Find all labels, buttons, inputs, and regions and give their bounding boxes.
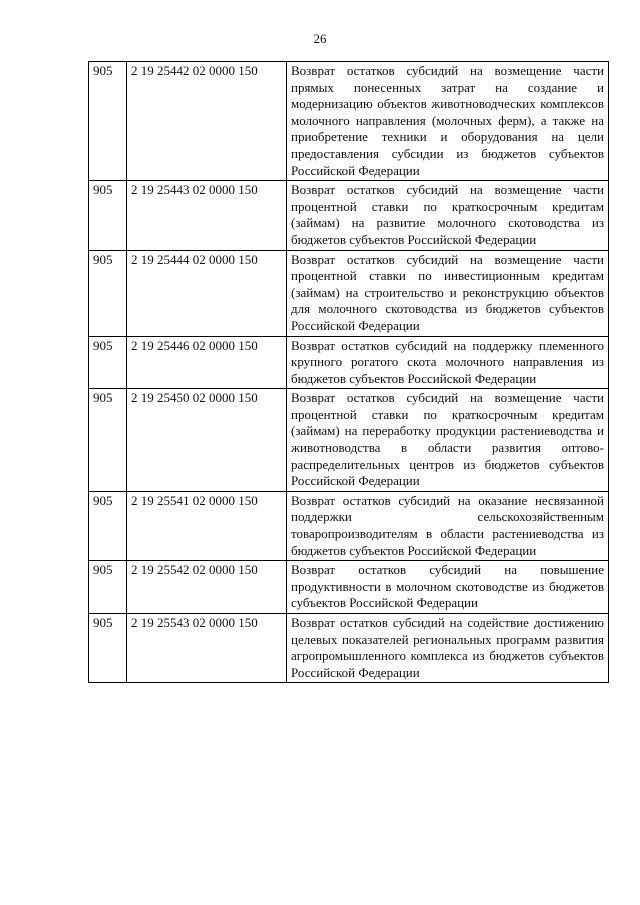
description-cell: Возврат остатков субсидий на возмещение части процентной ставки по краткосрочным кредитам (займам) на развитие молочного скотоводства из бюджетов субъектов Российской Федерации <box>287 181 609 250</box>
description-cell: Возврат остатков субсидий на содействие достижению целевых показателей региональных программ развития агропромышленного комплекса из бюджетов субъектов Российской Федерации <box>287 614 609 683</box>
budget-code-cell: 2 19 25543 02 0000 150 <box>127 614 287 683</box>
admin-code-cell: 905 <box>89 389 127 492</box>
description-cell: Возврат остатков субсидий на возмещение части процентной ставки по инвестиционным кредитам (займам) на строительство и реконструкцию объектов для молочного скотоводства из бюджетов субъектов Российской Федерации <box>287 250 609 336</box>
description-cell: Возврат остатков субсидий на возмещение части прямых понесенных затрат на создание и модернизацию объектов животноводческих комплексов молочного направления (молочных ферм), а также на приобретение техники и оборудования на цели предоставления субсидии из бюджетов субъектов Российской Федерации <box>287 62 609 181</box>
admin-code-cell: 905 <box>89 491 127 560</box>
admin-code-cell: 905 <box>89 181 127 250</box>
budget-code-cell: 2 19 25442 02 0000 150 <box>127 62 287 181</box>
table-row <box>89 250 609 336</box>
table-row <box>89 614 609 683</box>
budget-code-cell: 2 19 25450 02 0000 150 <box>127 389 287 492</box>
budget-code-cell: 2 19 25444 02 0000 150 <box>127 250 287 336</box>
table-row <box>89 181 609 250</box>
admin-code-cell: 905 <box>89 250 127 336</box>
budget-code-cell: 2 19 25443 02 0000 150 <box>127 181 287 250</box>
description-cell: Возврат остатков субсидий на возмещение части процентной ставки по краткосрочным кредитам (займам) на переработку продукции растениеводства и животноводства в области развития оптово-распределительных центров из бюджетов субъектов Российской Федерации <box>287 389 609 492</box>
admin-code-cell: 905 <box>89 614 127 683</box>
budget-code-cell: 2 19 25446 02 0000 150 <box>127 336 287 389</box>
table-row <box>89 336 609 389</box>
admin-code-cell: 905 <box>89 561 127 614</box>
table-row <box>89 561 609 614</box>
description-cell: Возврат остатков субсидий на повышение продуктивности в молочном скотоводстве из бюджетов субъектов Российской Федерации <box>287 561 609 614</box>
table-row <box>89 389 609 492</box>
budget-code-cell: 2 19 25541 02 0000 150 <box>127 491 287 560</box>
admin-code-cell: 905 <box>89 62 127 181</box>
description-cell: Возврат остатков субсидий на поддержку племенного крупного рогатого скота молочного направления из бюджетов субъектов Российской Федерации <box>287 336 609 389</box>
page-number: 26 <box>313 31 327 46</box>
admin-code-cell: 905 <box>89 336 127 389</box>
budget-code-table <box>88 61 609 683</box>
table-row <box>89 491 609 560</box>
table-row <box>89 62 609 181</box>
description-cell: Возврат остатков субсидий на оказание несвязанной поддержки сельскохозяйственным товаропроизводителям в области растениеводства из бюджетов субъектов Российской Федерации <box>287 491 609 560</box>
budget-code-cell: 2 19 25542 02 0000 150 <box>127 561 287 614</box>
